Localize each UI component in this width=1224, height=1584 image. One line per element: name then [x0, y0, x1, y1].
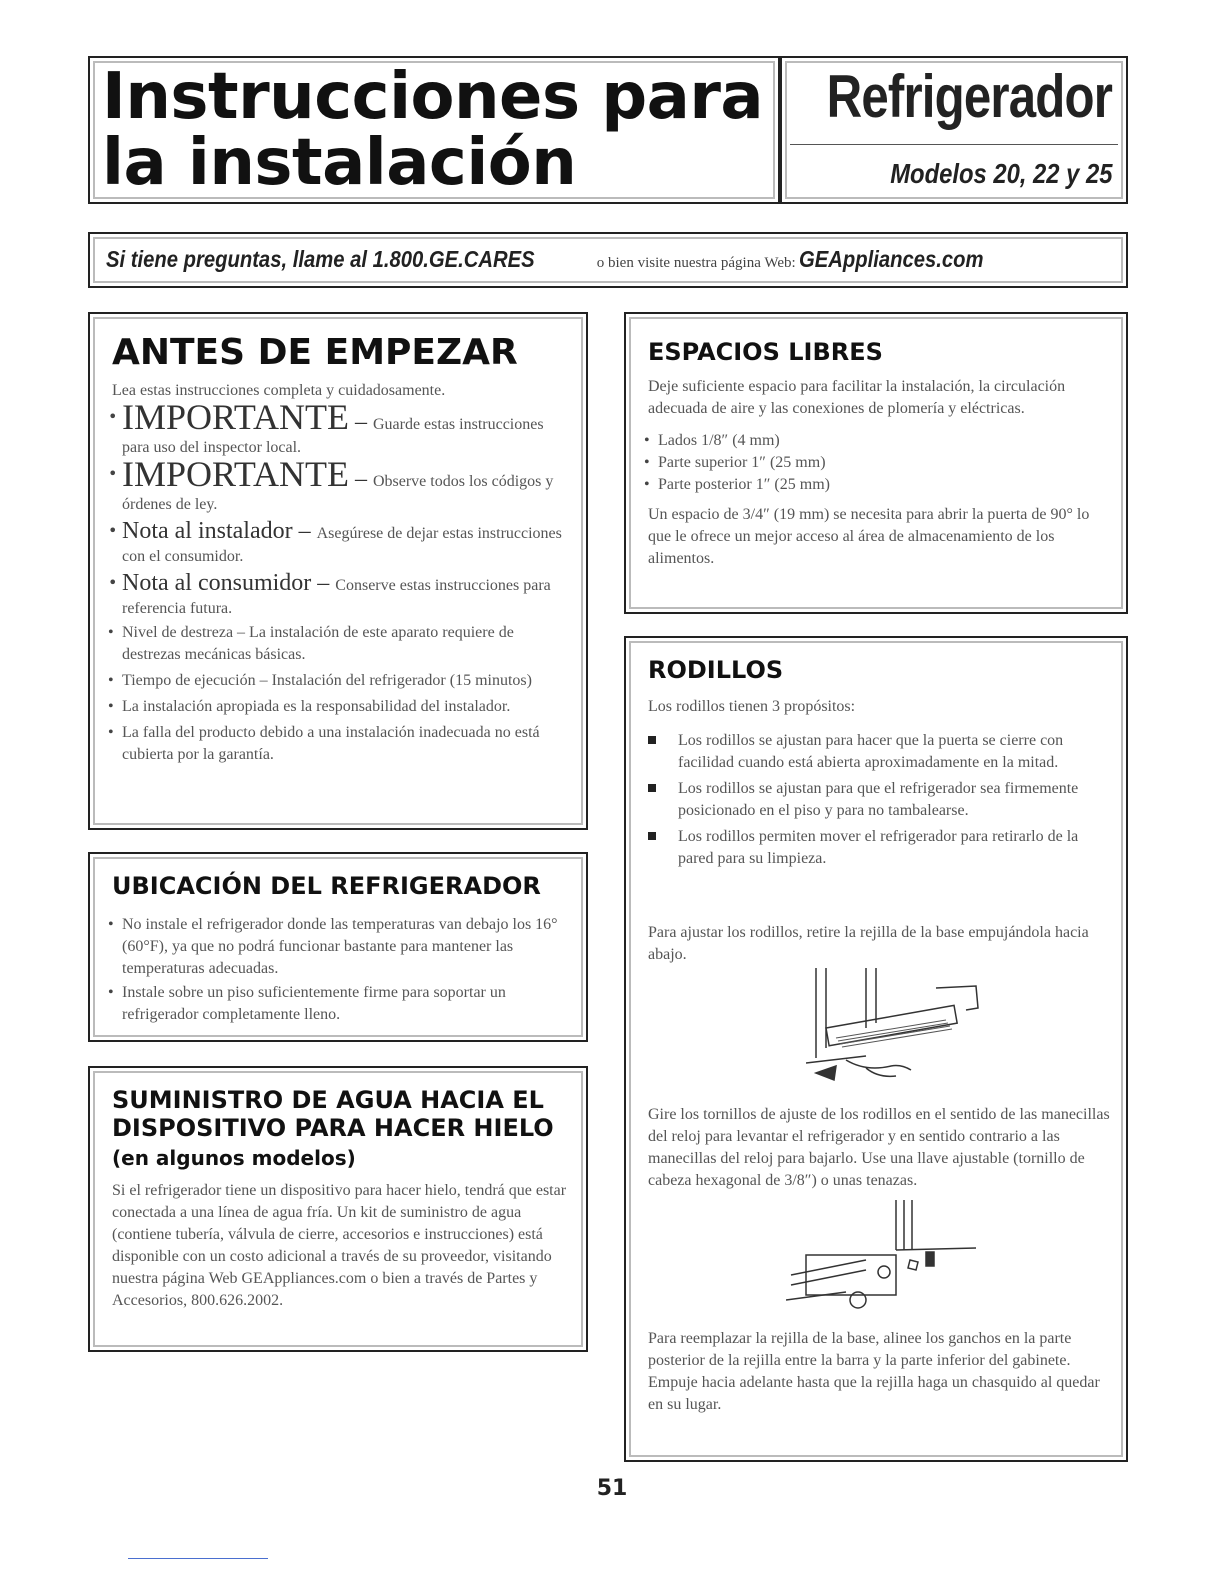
grille-removal-illustration — [806, 968, 986, 1098]
espacios-section — [624, 312, 1128, 614]
agua-title — [112, 1086, 554, 1142]
agua-text: Si el refrigerador tiene un dispositivo para hacer hielo, tendrá que estar conectada a una línea de agua fría. Un kit de suministro de agua (contiene tubería, válvula de cierre, accesorios e instrucciones) está disponible con un costo adicional a través de su proveedor, visitando nuestra página Web GEAppliances.com o bien a través de Partes y Accesorios, 800.626.2002. — [112, 1182, 567, 1309]
list-item: • La instalación apropiada es la responsabilidad del instalador. — [104, 696, 544, 718]
phone-prompt: Si tiene preguntas, llame al 1.800.GE.CARES — [106, 246, 535, 272]
espacios-outro: Un espacio de 3/4″ (19 mm) se necesita para abrir la puerta de 90° lo que le ofrece un mejor acceso al área de almacenamiento de los alimentos. — [648, 506, 1090, 567]
agua-title-line-2: DISPOSITIVO PARA HACER HIELO — [112, 1114, 554, 1142]
rodillos-list — [644, 730, 1114, 874]
rodillos-para-2: Gire los tornillos de ajuste de los rodillos en el sentido de las manecillas del reloj para levantar el refrigerador y en sentido contrario a las manecillas del reloj para bajarlo. Use una llave ajustable (tornillo de cabeza hexagonal de 3/8″) o unas tenazas. — [648, 1106, 1110, 1189]
antes-title: ANTES DE EMPEZAR — [112, 332, 518, 373]
list-item: • IMPORTANTE – Observe todos los códigos y órdenes de ley. — [104, 463, 574, 516]
antes-section — [88, 312, 588, 830]
list-item: • No instale el refrigerador donde las temperaturas van debajo los 16°(60°F), ya que no podrá funcionar bastante para mantener las temperaturas adecuadas. — [104, 914, 564, 980]
product-name: Refrigerador — [826, 63, 1112, 130]
agua-title-line-1: SUMINISTRO DE AGUA HACIA EL — [112, 1086, 544, 1114]
header-title-box — [88, 56, 780, 204]
rodillos-intro: Los rodillos tienen 3 propósitos: — [648, 698, 856, 715]
list-item: Los rodillos se ajustan para que el refrigerador sea firmemente posicionado en el piso y para no tambalearse. — [644, 778, 1114, 822]
rodillos-para-1: Para ajustar los rodillos, retire la rejilla de la base empujándola hacia abajo. — [648, 924, 1089, 963]
espacios-intro: Deje suficiente espacio para facilitar la instalación, la circulación adecuada de aire y las conexiones de plomería y eléctricas. — [648, 378, 1066, 417]
list-item: • Instale sobre un piso suficientemente firme para soportar un refrigerador completamente lleno. — [104, 982, 564, 1026]
antes-intro: Lea estas instrucciones completa y cuidadosamente. — [112, 382, 446, 399]
web-prompt: o bien visite nuestra página Web: — [593, 255, 800, 271]
espacios-list — [640, 430, 1100, 496]
roller-adjustment-illustration — [786, 1200, 986, 1320]
website-link[interactable]: GEAppliances.com — [799, 246, 984, 272]
list-item: Los rodillos se ajustan para hacer que la puerta se cierre con facilidad cuando está abierta aproximadamente en la mitad. — [644, 730, 1114, 774]
header-product-box — [780, 56, 1128, 204]
list-item: • IMPORTANTE – Guarde estas instrucciones para uso del inspector local. — [104, 406, 574, 459]
title-line-2: la instalación — [102, 126, 577, 200]
ubicacion-section — [88, 852, 588, 1042]
list-item: • Nivel de destreza – La instalación de este aparato requiere de destrezas mecánicas básicas. — [104, 622, 544, 666]
list-item: • Parte posterior 1″ (25 mm) — [640, 474, 1100, 496]
list-item: • Nota al consumidor – Conserve estas instrucciones para referencia futura. — [104, 572, 574, 620]
document-title — [102, 60, 764, 200]
rodillos-section — [624, 636, 1128, 1462]
espacios-title: ESPACIOS LIBRES — [648, 338, 883, 366]
rodillos-title: RODILLOS — [648, 656, 784, 684]
title-line-1: Instrucciones para — [102, 60, 764, 134]
list-item: • Nota al instalador – Asegúrese de dejar estas instrucciones con el consumidor. — [104, 520, 574, 568]
page-number: 51 — [596, 1476, 628, 1501]
antes-important-list — [104, 397, 574, 626]
list-item: • Parte superior 1″ (25 mm) — [640, 452, 1100, 474]
agua-subtitle: (en algunos modelos) — [112, 1146, 356, 1170]
agua-section — [88, 1066, 588, 1352]
question-bar — [88, 232, 1128, 288]
header-divider — [790, 144, 1118, 145]
list-item: • Lados 1/8″ (4 mm) — [640, 430, 1100, 452]
list-item: • La falla del producto debido a una instalación inadecuada no está cubierta por la garantía. — [104, 722, 544, 766]
rodillos-para-3: Para reemplazar la rejilla de la base, alinee los ganchos en la parte posterior de la rejilla entre la barra y la parte inferior del gabinete. Empuje hacia adelante hasta que la rejilla haga un chasquido al quedar en su lugar. — [648, 1330, 1100, 1413]
footer-rule — [128, 1558, 268, 1559]
ubicacion-title: UBICACIÓN DEL REFRIGERADOR — [112, 872, 541, 900]
list-item: • Tiempo de ejecución – Instalación del refrigerador (15 minutos) — [104, 670, 544, 692]
list-item: Los rodillos permiten mover el refrigerador para retirarlo de la pared para su limpieza. — [644, 826, 1114, 870]
antes-details-list — [104, 622, 544, 766]
models-label: Modelos 20, 22 y 25 — [889, 158, 1112, 189]
ubicacion-list — [104, 914, 564, 1026]
